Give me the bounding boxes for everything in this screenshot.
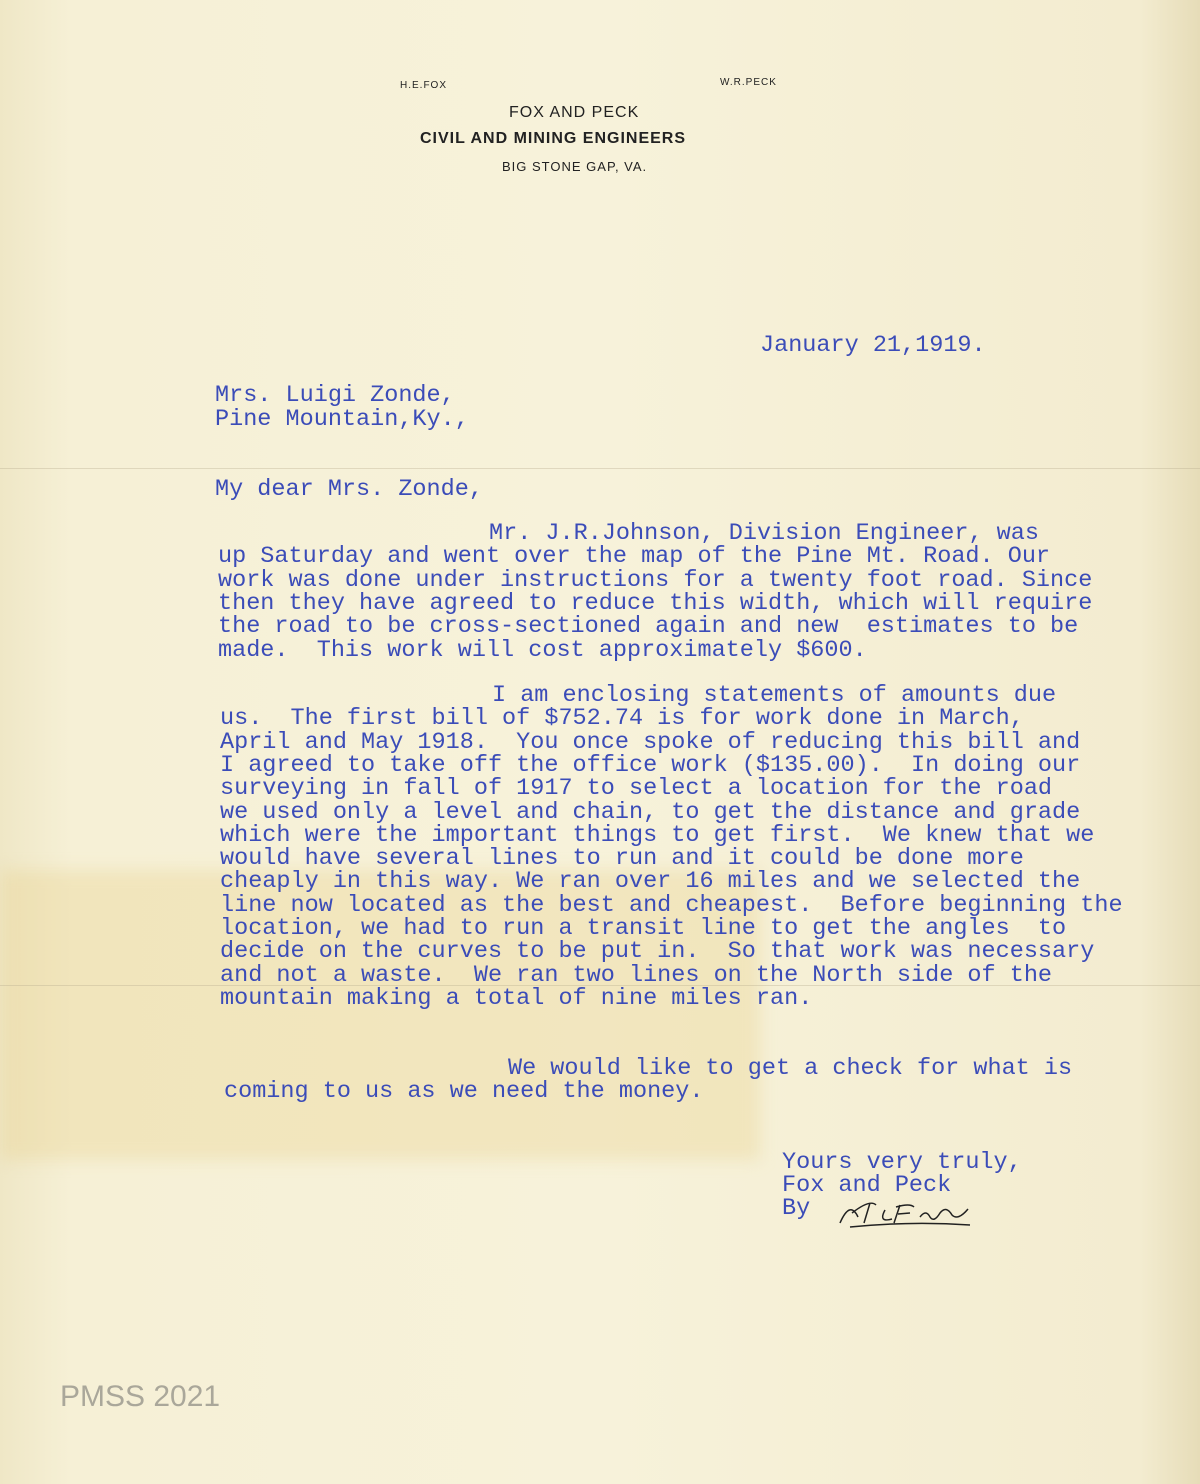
firm-profession: CIVIL AND MINING ENGINEERS [420,130,687,147]
letter-date: January 21,1919. [760,332,986,359]
body-line: mountain making a total of nine miles ran. [220,984,813,1012]
recipient-address: Pine Mountain,Ky., [215,406,469,433]
body-line: and not a waste. We ran two lines on the North side of the [220,961,1053,989]
body-line: I agreed to take off the office work ($135.00). In doing our [220,751,1081,779]
body-line: made. This work will cost approximately $600. [218,636,867,664]
body-line: us. The first bill of $752.74 is for work done in March, [220,705,1024,733]
signature [830,1195,980,1235]
watermark: PMSS 2021 [60,1380,221,1413]
body-line: I am enclosing statements of amounts due [492,682,1057,709]
body-line: the road to be cross-sectioned again and new estimates to be [218,613,1079,641]
body-line: Mr. J.R.Johnson, Division Engineer, was [489,520,1039,547]
closing-by: By [782,1195,811,1222]
body-line: decide on the curves to be put in. So that work was necessary [220,938,1095,966]
fold-line [0,468,1200,469]
body-line: We would like to get a check for what is [508,1055,1073,1082]
firm-location: BIG STONE GAP, VA. [502,159,648,174]
body-line: would have several lines to run and it could be done more [220,845,1024,873]
closing-line: Yours very truly, [782,1149,1022,1176]
body-line: work was done under instructions for a twenty foot road. Since [218,566,1093,594]
body-line: which were the important things to get first. We knew that we [220,821,1095,849]
partner-left: H.E.FOX [400,80,448,91]
partner-right: W.R.PECK [720,77,777,88]
salutation: My dear Mrs. Zonde, [215,476,483,503]
body-line: location, we had to run a transit line to get the angles to [220,915,1067,942]
body-line: April and May 1918. You once spoke of reducing this bill and [220,728,1081,756]
body-line: cheaply in this way. We ran over 16 miles and we selected the [220,868,1081,896]
body-line: coming to us as we need the money. [224,1078,704,1106]
body-line: line now located as the best and cheapest. Before beginning the [220,891,1123,919]
body-line: we used only a level and chain, to get the distance and grade [220,798,1081,826]
recipient-name: Mrs. Luigi Zonde, [215,382,455,409]
closing-firm: Fox and Peck [782,1172,952,1199]
body-line: then they have agreed to reduce this width, which will require [218,589,1093,617]
body-line: up Saturday and went over the map of the Pine Mt. Road. Our [218,543,1051,571]
firm-name: FOX AND PECK [509,104,640,121]
body-line: surveying in fall of 1917 to select a location for the road [220,775,1053,803]
